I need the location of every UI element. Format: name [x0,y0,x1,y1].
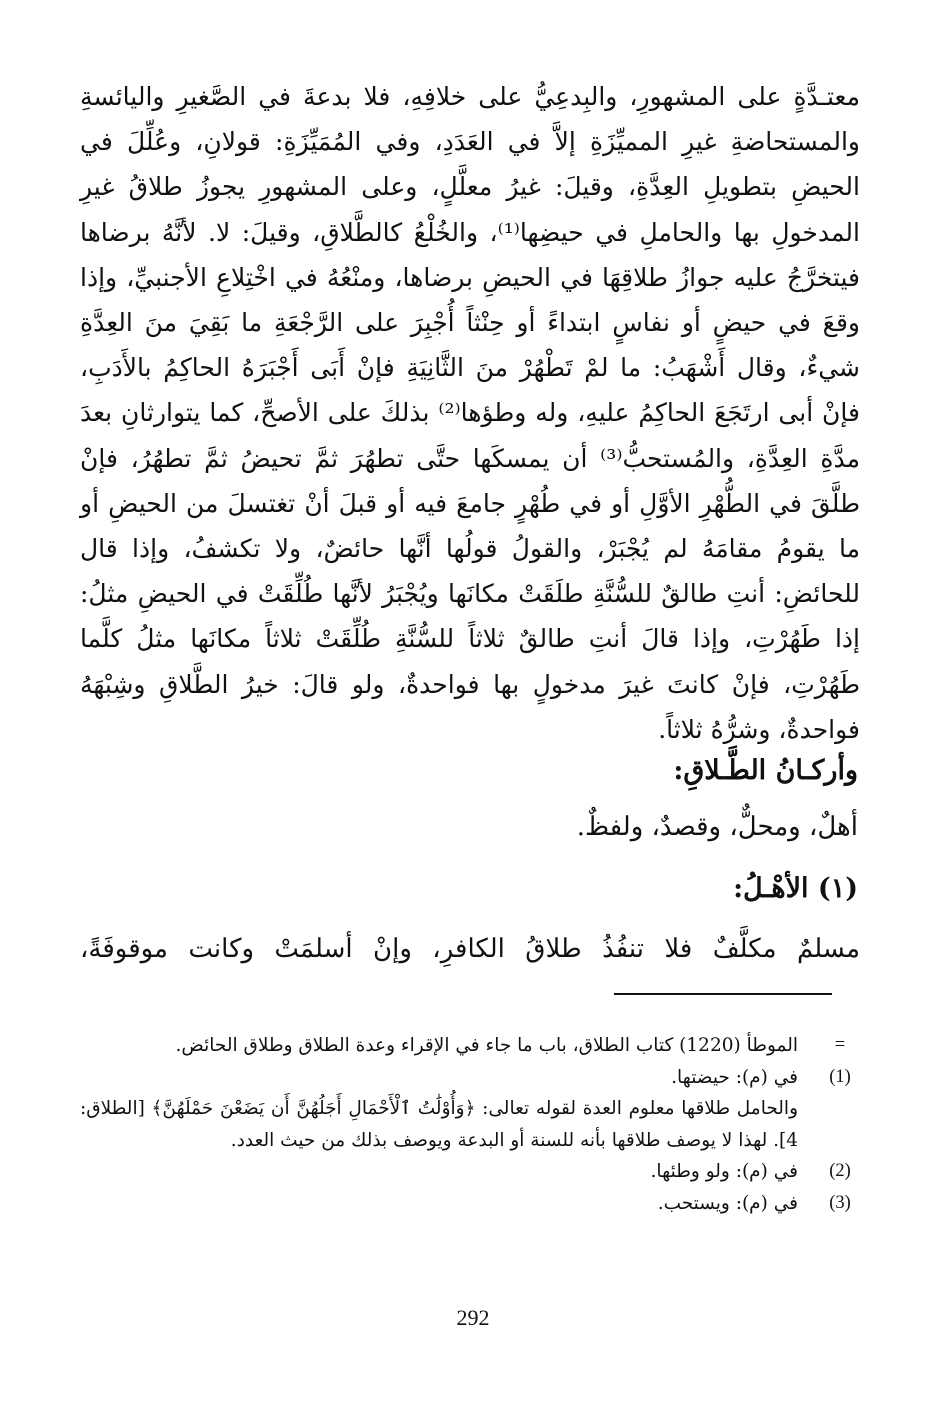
footnote-marker: = [834,1035,846,1055]
page-number: 292 [456,1305,490,1330]
section-heading-ahl: (١) الأهْـلُ: [733,873,858,904]
section-heading-arkan: وأركـانُ الطَّـلاقِ: [673,755,858,786]
footnote-marker: (2) [829,1161,851,1181]
footnote-text: في (م): حيضتها. [671,1066,798,1088]
footnote-2 [80,1156,860,1188]
footnote-continuation [80,1030,860,1062]
footnote-3 [80,1188,860,1220]
footnote-separator [614,993,832,995]
footnote-text: في (م): ويستحب. [657,1192,798,1214]
arkan-list: أهلٌ، ومحلٌّ، وقصدٌ، ولفظٌ. [576,812,858,842]
footnote-text: في (م): ولو وطئها. [650,1161,798,1182]
footnote-marker: (3) [829,1192,851,1213]
footnotes-block [80,1030,860,1219]
footnote-marker: (1) [829,1066,851,1087]
footnote-text: الموطأ (1220) كتاب الطلاق، باب ما جاء في الإقراء وعدة الطلاق وطلاق الحائض. [175,1035,798,1056]
footnote-1 [80,1062,860,1094]
main-last-line: مسلمٌ مكلَّفٌ فلا تنفُذُ طلاقُ الكافرِ، وإنْ أسلمَتْ وكانت موقوفَةً، [80,934,860,964]
main-paragraph: معتـدَّةٍ على المشهورِ، والبِدعِيُّ على خلافِهِ، فلا بدعةَ في الصَّغيرِ واليائسةِ والمستحاضةِ غيرِ المميِّزَةِ إلاَّ في العَدَدِ، وفي المُمَيِّزَةِ: قولانِ، وعُلِّلَ في الحيضِ بتطويلِ العِدَّةِ، وقيلَ: غيرُ معلَّلٍ، وعلى المشهورِ يجوزُ طلاقُ غيرِ المدخولِ بها والحاملِ في حيضِها⁽¹⁾، والخُلْعُ كالطَّلاقِ، وقيلَ: لا. لأنَّهُ برضاها فيتخرَّجُ عليه جوازُ طلاقِهَا في الحيضِ برضاها، ومنْعُهُ في اخْتِلاعِ الأجنبيِّ، وإذا وقعَ في حيضٍ أو نفاسٍ ابتداءً أو حِنْثاً أُجْبِرَ على الرَّجْعَةِ ما بَقِيَ منَ العِدَّةِ شيءٌ، وقال أَشْهَبُ: ما لمْ تَطْهُرْ منَ الثَّانِيَةِ فإنْ أَبَى أَجْبَرَهُ الحاكِمُ بالأَدَبِ، فإنْ أبى ارتَجَعَ الحاكِمُ عليهِ، وله وطؤها⁽²⁾ بذلكَ على الأصحِّ، كما يتوارثانِ بعدَ مدَّةِ العِدَّةِ، والمُستحبُّ⁽³⁾ أن يمسكَها حتَّى تطهُرَ ثمَّ تحيضُ ثمَّ تطهُرُ، فإنْ طلَّقَ في الطُّهْرِ الأوَّلِ أو في طُهْرٍ جامعَ فيه أو قبلَ أنْ تغتسلَ من الحيضِ أو ما يقومُ مقامَهُ لم يُجْبَرْ، والقولُ قولُها أنَّها حائضٌ، ولا تكشفُ، وإذا قال للحائضِ: أنتِ طالقٌ للسُّنَّةِ طلَقَتْ مكانَها ويُجْبَرُ لأنَّها طُلِّقَتْ في الحيضِ مثلُ: إذا طَهُرْتِ، وإذا قالَ أنتِ طالقٌ ثلاثاً للسُّنَّةِ طُلِّقَتْ ثلاثاً مكانَها مثلُ كلَّما طَهُرْتِ، فإنْ كانتَ غيرَ مدخولٍ بها فواحدةٌ، ولو قالَ: خيرُ الطَّلاقِ وشِبْهَهُ فواحدةٌ، وشرُّهُ ثلاثاً. [80,82,861,744]
footnote-1-continuation: والحامل طلاقها معلوم العدة لقوله تعالى: ﴿وَأُوْلَٰتُ ٱلْأَحْمَالِ أَجَلُهُنَّ أَن يَضَعْنَ حَمْلَهُنَّ﴾ [الطلاق: 4]. لهذا لا يوصف طلاقها بأنه للسنة أو البدعة ويوصف بذلك من حيث العدد. [80,1098,798,1151]
main-text-block [80,74,860,752]
